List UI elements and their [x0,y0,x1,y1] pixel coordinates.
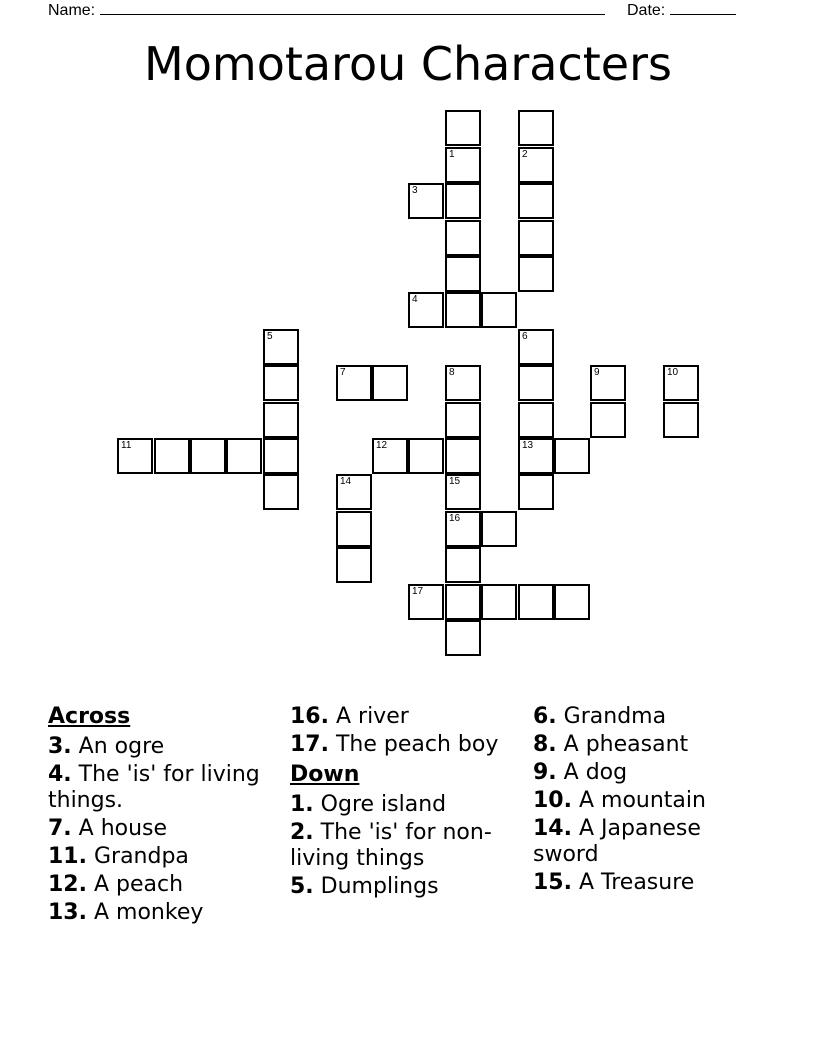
grid-cell[interactable] [518,584,554,620]
clue-number: 14 [340,476,352,487]
clue-item-number: 9. [533,760,557,785]
grid-cell[interactable] [445,438,481,474]
grid-cell[interactable] [445,220,481,256]
clue-item-number: 4. [48,762,72,787]
clue-number: 13 [522,440,534,451]
clue-number: 10 [667,367,679,378]
date-label: Date: [627,2,666,19]
grid-cell[interactable] [263,365,299,401]
grid-cell[interactable] [154,438,190,474]
clue-item-number: 8. [533,732,557,757]
grid-cell[interactable] [518,365,554,401]
grid-cell[interactable] [554,584,590,620]
grid-cell[interactable] [445,256,481,292]
grid-cell[interactable] [481,292,517,328]
grid-cell[interactable] [263,402,299,438]
grid-cell[interactable] [518,402,554,438]
clue-number: 16 [449,513,461,524]
clue-item-text: The peach boy [335,732,499,757]
name-label: Name: [48,2,96,19]
clue-item [48,844,288,870]
clue-item-number: 2. [290,820,314,845]
clue-number: 12 [376,440,388,451]
grid-cell[interactable] [336,511,372,547]
clue-number: 8 [449,367,455,378]
clue-item-number: 11. [48,844,87,869]
clue-number: 2 [522,149,528,160]
grid-cell[interactable] [481,511,517,547]
clue-item-text: A monkey [93,900,204,925]
grid-cell[interactable] [590,365,626,401]
clue-item-text: A pheasant [563,732,689,757]
clue-item-text: Grandma [563,704,667,729]
clue-item-number: 6. [533,704,557,729]
clue-item-text: Dumplings [320,874,439,899]
grid-cell[interactable] [518,329,554,365]
grid-cell[interactable] [336,474,372,510]
grid-cell[interactable] [408,292,444,328]
page-title: Momotarou Characters [144,37,672,91]
clue-item [533,760,773,786]
clue-item [290,792,530,818]
grid-cell[interactable] [117,438,153,474]
clue-item-number: 10. [533,788,572,813]
clue-heading-down: Down [290,762,360,787]
clue-item [290,732,530,758]
clue-item [290,874,530,900]
clue-item-text: A river [335,704,409,729]
grid-cell[interactable] [518,147,554,183]
grid-cell[interactable] [336,547,372,583]
grid-cell[interactable] [445,292,481,328]
clue-number: 9 [594,367,600,378]
clue-item [48,734,288,760]
clue-item-number: 15. [533,870,572,895]
clue-item-number: 3. [48,734,72,759]
grid-cell[interactable] [190,438,226,474]
clue-number: 6 [522,331,528,342]
grid-cell[interactable] [445,474,481,510]
clue-number: 7 [340,367,346,378]
grid-cell[interactable] [518,256,554,292]
grid-cell[interactable] [445,620,481,656]
clue-heading-across: Across [48,704,131,729]
grid-cell[interactable] [481,584,517,620]
clue-item-number: 13. [48,900,87,925]
clue-column-3 [533,702,773,898]
clue-item-number: 7. [48,816,72,841]
clue-item-text: A Treasure [578,870,695,895]
clue-number: 3 [412,185,418,196]
grid-cell[interactable] [445,147,481,183]
grid-cell[interactable] [226,438,262,474]
grid-cell[interactable] [590,402,626,438]
grid-cell[interactable] [408,584,444,620]
clue-item-text: The 'is' for non-living things [290,820,492,871]
clue-item [533,788,773,814]
grid-cell[interactable] [263,474,299,510]
clue-item-number: 5. [290,874,314,899]
grid-cell[interactable] [445,402,481,438]
clue-number: 1 [449,149,455,160]
clue-item-text: A mountain [578,788,706,813]
clue-item-number: 17. [290,732,329,757]
grid-cell[interactable] [445,511,481,547]
clue-item-text: An ogre [78,734,165,759]
clue-item [48,816,288,842]
grid-cell[interactable] [518,183,554,219]
clue-item [48,762,288,814]
grid-cell[interactable] [663,402,699,438]
clue-item-text: The 'is' for living things. [48,762,260,813]
clue-number: 17 [412,586,424,597]
grid-cell[interactable] [518,110,554,146]
grid-cell[interactable] [445,110,481,146]
clue-item-text: Ogre island [320,792,447,817]
grid-cell[interactable] [445,183,481,219]
grid-cell[interactable] [372,438,408,474]
clue-item [48,900,288,926]
clue-item [533,732,773,758]
clue-number: 15 [449,476,461,487]
clue-item-text: A Japanese sword [533,816,701,867]
clue-item-text: A peach [93,872,184,897]
clue-item-number: 12. [48,872,87,897]
grid-cell[interactable] [263,329,299,365]
clue-item-number: 1. [290,792,314,817]
grid-cell[interactable] [554,438,590,474]
clue-column-1 [48,702,288,928]
clue-column-2 [290,702,530,902]
grid-cell[interactable] [372,365,408,401]
clue-number: 11 [121,440,132,451]
clue-number: 5 [267,331,273,342]
grid-cell[interactable] [445,547,481,583]
grid-cell[interactable] [445,584,481,620]
clue-item-text: Grandpa [93,844,189,869]
grid-cell[interactable] [518,474,554,510]
clue-item [290,820,530,872]
grid-cell[interactable] [663,365,699,401]
grid-cell[interactable] [408,183,444,219]
grid-cell[interactable] [518,220,554,256]
grid-cell[interactable] [336,365,372,401]
clue-item [48,872,288,898]
clue-item-number: 16. [290,704,329,729]
clue-item [533,704,773,730]
grid-cell[interactable] [518,438,554,474]
grid-cell[interactable] [408,438,444,474]
clue-item-text: A dog [563,760,628,785]
grid-cell[interactable] [263,438,299,474]
clue-number: 4 [412,294,418,305]
grid-cell[interactable] [445,365,481,401]
clue-item [290,704,530,730]
clue-item [533,816,773,868]
clue-item [533,870,773,896]
clue-item-number: 14. [533,816,572,841]
clue-item-text: A house [78,816,168,841]
